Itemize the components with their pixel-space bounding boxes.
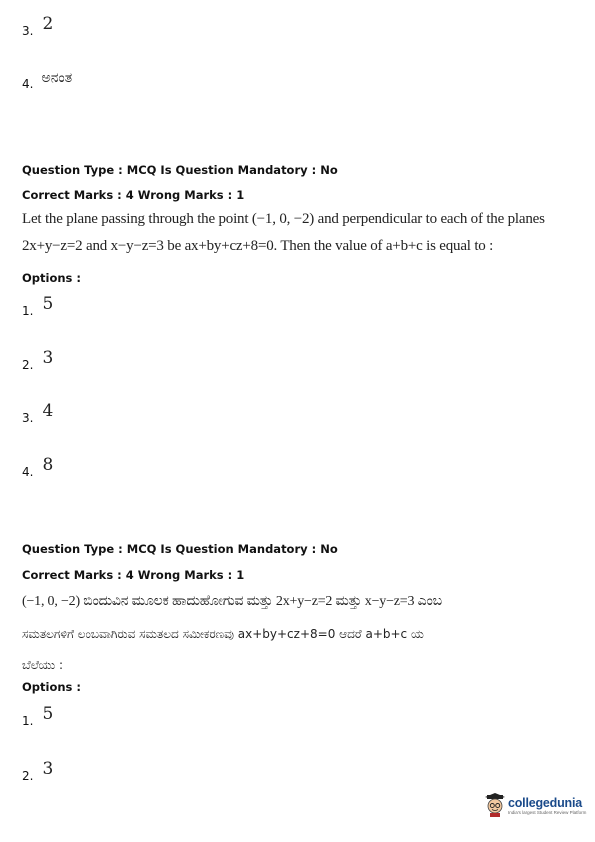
option-number: 2. — [22, 358, 34, 372]
option-row — [22, 348, 54, 374]
option-value: 3 — [42, 348, 54, 368]
question-meta-marks: Correct Marks : 4 Wrong Marks : 1 — [22, 568, 245, 582]
question-text-kannada: (−1, 0, −2) ಬಿಂದುವಿನ ಮೂಲಕ ಹಾದುಹೋಗುವ ಮತ್ತು 2x+y−z=2 ಮತ್ತು x−y−z=3 ಎಂಬ — [22, 594, 442, 609]
option-row — [22, 759, 54, 785]
option-value: ಅನಂತ — [41, 70, 73, 86]
option-number: 2. — [22, 769, 34, 783]
option-number: 1. — [22, 714, 34, 728]
option-number: 3. — [22, 24, 34, 38]
option-row — [22, 704, 54, 730]
logo-name: collegedunia — [508, 795, 583, 810]
question-text-kannada: ಬೆಲೆಯು : — [22, 658, 64, 672]
question-meta-type: Question Type : MCQ Is Question Mandatory : No — [22, 163, 338, 177]
question-text-line — [22, 623, 424, 642]
option-row — [22, 14, 54, 40]
option-number: 4. — [22, 77, 34, 91]
question-text-line — [22, 654, 63, 673]
mascot-icon — [484, 793, 506, 817]
question-text-line: Let the plane passing through the point (−1, 0, −2) and perpendicular to each of the planes — [22, 211, 545, 227]
option-value: 3 — [42, 759, 54, 779]
question-meta-type: Question Type : MCQ Is Question Mandatory : No — [22, 542, 338, 556]
option-number: 1. — [22, 304, 34, 318]
logo-tagline: India's largest Student Review Platform — [508, 809, 587, 815]
option-value: 8 — [42, 455, 54, 475]
question-text-kannada: ಸಮತಲಗಳಿಗೆ ಲಂಬವಾಗಿರುವ ಸಮತಲದ ಸಮೀಕರಣವು ax+by+cz+8=0 ಆದರೆ a+b+c ಯ — [22, 627, 424, 641]
question-text-line: 2x+y−z=2 and x−y−z=3 be ax+by+cz+8=0. Then the value of a+b+c is equal to : — [22, 238, 494, 254]
options-label: Options : — [22, 271, 81, 285]
option-row — [22, 294, 54, 320]
option-row — [22, 70, 73, 92]
option-number: 3. — [22, 411, 34, 425]
option-row — [22, 401, 54, 427]
option-value: 5 — [42, 294, 54, 314]
option-row — [22, 455, 54, 481]
question-meta-marks: Correct Marks : 4 Wrong Marks : 1 — [22, 188, 245, 202]
option-number: 4. — [22, 465, 34, 479]
options-label: Options : — [22, 680, 81, 694]
option-value: 5 — [42, 704, 54, 724]
option-value: 2 — [42, 14, 54, 34]
collegedunia-logo — [484, 793, 586, 817]
question-text-line — [22, 593, 442, 610]
option-value: 4 — [42, 401, 54, 421]
